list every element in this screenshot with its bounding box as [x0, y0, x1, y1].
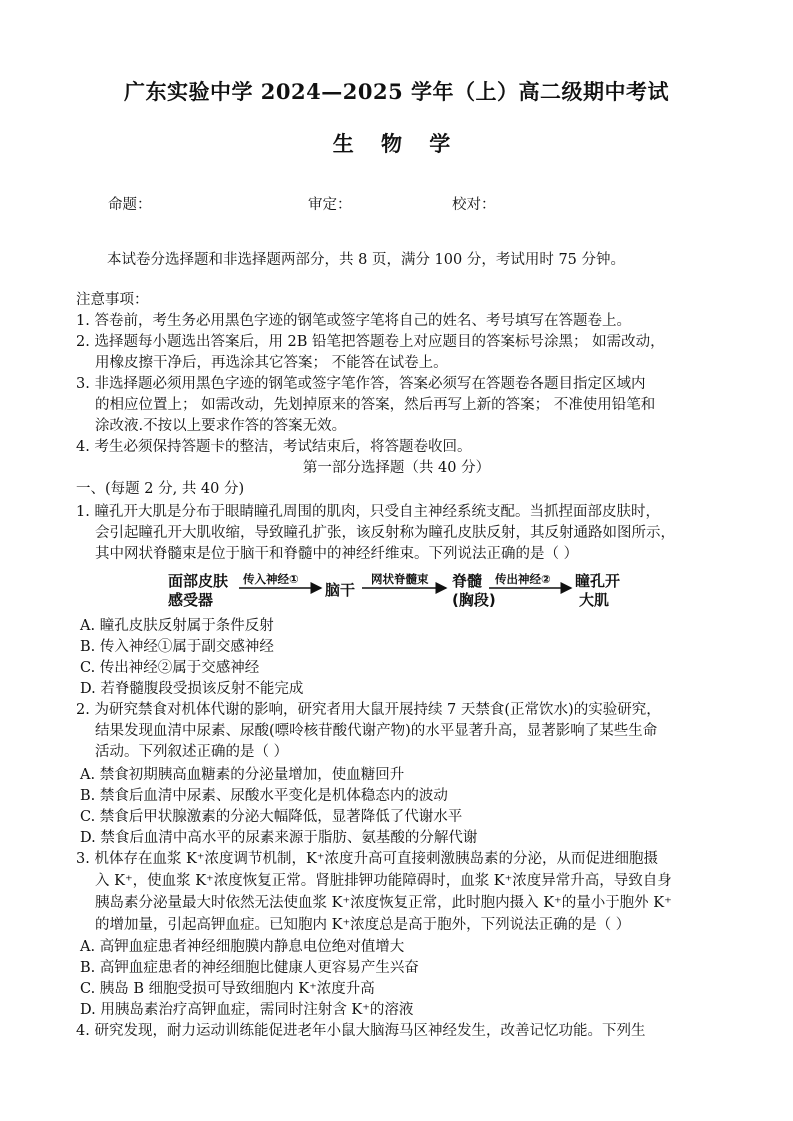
- node-spinal-cord: [452, 572, 496, 610]
- q2-stem: 活动。下列叙述正确的是（ ）: [95, 744, 289, 760]
- node-text: 脊髓: [452, 572, 483, 590]
- node-skin-receptor: [168, 572, 228, 610]
- notice-line: 3. 非选择题必须用黑色字迹的钢笔或签字笔作答，答案必须写在答题卷各题目指定区域内: [76, 376, 646, 392]
- q1-option: D. 若脊髓腹段受损该反射不能完成: [80, 681, 304, 697]
- q3-stem: 的增加量，引起高钾血症。已知胞内 K⁺浓度总是高于胞外，下列说法正确的是（ ）: [95, 917, 631, 933]
- notice-line: 2. 选择题每小题选出答案后，用 2B 铅笔把答题卷上对应题目的答案标号涂黑； 如需改动，: [76, 334, 665, 350]
- q1-option: A. 瞳孔皮肤反射属于条件反射: [80, 618, 274, 634]
- reflex-pathway-diagram: [165, 568, 635, 612]
- section-heading: 一、(每题 2 分, 共 40 分): [76, 481, 245, 497]
- q3-option: C. 胰岛 B 细胞受损可导致细胞内 K⁺浓度升高: [80, 981, 375, 997]
- q1-option: C. 传出神经②属于交感神经: [80, 660, 260, 676]
- notice-line: 用橡皮擦干净后，再选涂其它答案； 不能答在试卷上。: [95, 355, 448, 371]
- notice-line: 1. 答卷前，考生务必用黑色字迹的钢笔或签字笔将自己的姓名、考号填写在答题卷上。: [76, 313, 631, 329]
- node-brainstem: 脑干: [325, 581, 356, 599]
- notice-line: 4. 考生必须保持答题卡的整洁，考试结束后，将答题卷收回。: [76, 439, 472, 455]
- q4-stem: 4. 研究发现，耐力运动训练能促进老年小鼠大脑海马区神经发生，改善记忆功能。下列生: [76, 1023, 646, 1039]
- q3-stem: 3. 机体存在血浆 K⁺浓度调节机制，K⁺浓度升高可直接刺激胰岛素的分泌，从而促进细胞摄: [76, 851, 659, 867]
- node-text: (胸段): [452, 591, 496, 609]
- notice-heading: 注意事项：: [76, 292, 149, 308]
- q2-option: D. 禁食后血清中高水平的尿素来源于脂肪、氨基酸的分解代谢: [80, 830, 478, 846]
- q2-option: B. 禁食后血清中尿素、尿酸水平变化是机体稳态内的波动: [80, 788, 448, 804]
- q2-option: A. 禁食初期胰高血糖素的分泌量增加，使血糖回升: [80, 767, 405, 783]
- q1-option: B. 传入神经①属于副交感神经: [80, 639, 274, 655]
- exam-title: 广东实验中学 2024—2025 学年（上）高二级期中考试: [123, 79, 669, 104]
- q1-stem: 会引起瞳孔开大肌收缩，导致瞳孔扩张，该反射称为瞳孔皮肤反射，其反射通路如图所示，: [95, 525, 675, 541]
- q1-stem: 其中网状脊髓束是位于脑干和脊髓中的神经纤维束。下列说法正确的是（ ）: [95, 546, 579, 562]
- q3-stem: 胰岛素分泌量最大时依然无法使血浆 K⁺浓度恢复正常，此时胞内摄入 K⁺的量小于胞外 K⁺: [95, 895, 672, 911]
- q1-stem: 1. 瞳孔开大肌是分布于眼睛瞳孔周围的肌肉，只受自主神经系统支配。当抓捏面部皮肤时，: [76, 504, 660, 520]
- notice-line: 的相应位置上； 如需改动，先划掉原来的答案，然后再写上新的答案； 不准使用铅笔和: [95, 397, 656, 413]
- arrow-label-afferent: 传入神经①: [243, 572, 299, 586]
- q2-option: C. 禁食后甲状腺激素的分泌大幅降低，显著降低了代谢水平: [80, 809, 463, 825]
- proposer-label: 命题：: [108, 197, 152, 213]
- q2-stem: 结果发现血清中尿素、尿酸(嘌呤核苷酸代谢产物)的水平显著升高，显著影响了某些生命: [95, 723, 658, 739]
- arrow-label-reticulospinal: 网状脊髓束: [371, 572, 429, 586]
- node-text: 瞳孔开: [575, 572, 621, 590]
- proofreader-label: 校对：: [452, 197, 496, 213]
- q3-stem: 入 K⁺，使血浆 K⁺浓度恢复正常。肾脏排钾功能障碍时，血浆 K⁺浓度异常升高，导致自身: [95, 873, 672, 889]
- q2-stem: 2. 为研究禁食对机体代谢的影响，研究者用大鼠开展持续 7 天禁食(正常饮水)的实验研究，: [76, 702, 661, 718]
- part1-heading: 第一部分选择题（共 40 分）: [302, 460, 491, 476]
- notice-line: 涂改液.不按以上要求作答的答案无效。: [95, 418, 347, 434]
- node-text: 大肌: [579, 591, 610, 609]
- reviewer-label: 审定：: [308, 197, 352, 213]
- node-text: 面部皮肤: [168, 572, 229, 590]
- intro-text: 本试卷分选择题和非选择题两部分，共 8 页，满分 100 分，考试用时 75 分钟。: [107, 252, 626, 268]
- node-dilator-muscle: [575, 572, 620, 610]
- q3-option: D. 用胰岛素治疗高钾血症，需同时注射含 K⁺的溶液: [80, 1002, 414, 1018]
- node-text: 感受器: [168, 591, 214, 609]
- q3-option: A. 高钾血症患者神经细胞膜内静息电位绝对值增大: [80, 939, 405, 955]
- q3-option: B. 高钾血症患者的神经细胞比健康人更容易产生兴奋: [80, 960, 419, 976]
- subject-title: 生 物 学: [332, 131, 461, 156]
- arrow-label-efferent: 传出神经②: [495, 572, 551, 586]
